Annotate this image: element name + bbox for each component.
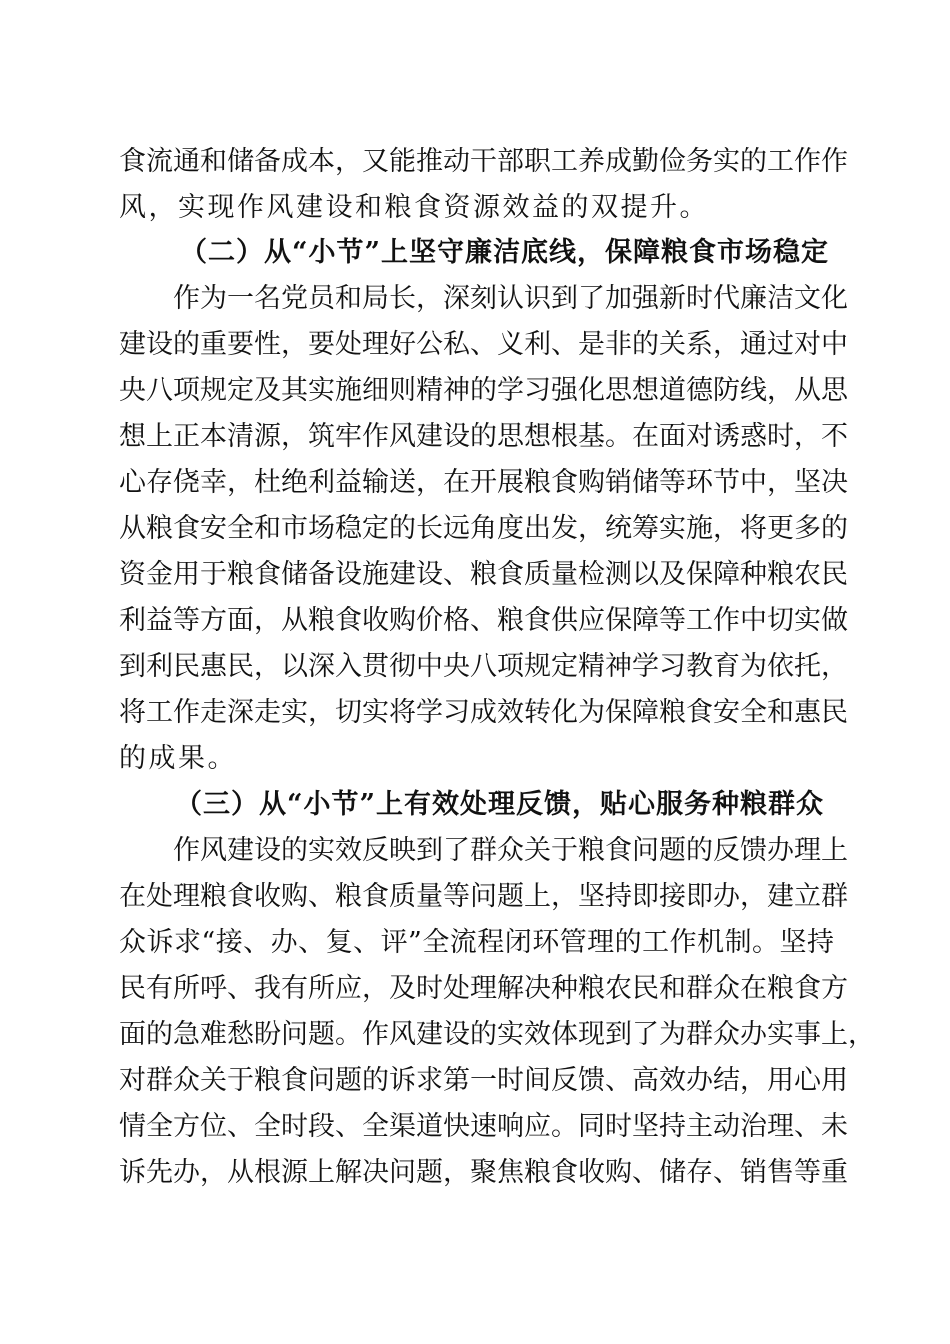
paragraph-line: 众诉求“接、办、复、评”全流程闭环管理的工作机制。坚持 (119, 927, 834, 958)
paragraph-line: 想上正本清源，筑牢作风建设的思想根基。在面对诱惑时，不 (119, 421, 848, 452)
paragraph-line: 情全方位、全时段、全渠道快速响应。同时坚持主动治理、未 (119, 1111, 848, 1142)
paragraph-line: 利益等方面，从粮食收购价格、粮食供应保障等工作中切实做 (119, 605, 848, 636)
paragraph-line: 食流通和储备成本，又能推动干部职工养成勤俭务实的工作作 (119, 146, 848, 177)
paragraph-line: 作为一名党员和局长，深刻认识到了加强新时代廉洁文化 (173, 283, 848, 314)
paragraph-line: 心存侥幸，杜绝利益输送，在开展粮食购销储等环节中，坚决 (119, 467, 848, 498)
paragraph-line: 从粮食安全和市场稳定的长远角度出发，统筹实施，将更多的 (119, 513, 848, 544)
paragraph-line: 将工作走深走实，切实将学习成效转化为保障粮食安全和惠民 (119, 697, 848, 728)
paragraph-line: 对群众关于粮食问题的诉求第一时间反馈、高效办结，用心用 (119, 1065, 848, 1096)
paragraph-line: 在处理粮食收购、粮食质量等问题上，坚持即接即办，建立群 (119, 881, 848, 912)
paragraph-line: 资金用于粮食储备设施建设、粮食质量检测以及保障种粮农民 (119, 559, 848, 590)
paragraph-line: 建设的重要性，要处理好公私、义利、是非的关系，通过对中 (119, 329, 848, 360)
paragraph-line: 的成果。 (119, 743, 237, 774)
paragraph-line: 到利民惠民，以深入贯彻中央八项规定精神学习教育为依托， (119, 651, 848, 682)
paragraph-line: 央八项规定及其实施细则精神的学习强化思想道德防线，从思 (119, 375, 848, 406)
paragraph-line: 民有所呼、我有所应，及时处理解决种粮农民和群众在粮食方 (119, 973, 848, 1004)
paragraph-line: 作风建设的实效反映到了群众关于粮食问题的反馈办理上 (173, 835, 848, 866)
section-heading-2: （二）从“小节”上坚守廉洁底线，保障粮食市场稳定 (180, 237, 830, 268)
paragraph-line: 风，实现作风建设和粮食资源效益的双提升。 (119, 192, 709, 223)
section-heading-3: （三）从“小节”上有效处理反馈，贴心服务种粮群众 (175, 789, 825, 820)
paragraph-line: 诉先办，从根源上解决问题，聚焦粮食收购、储存、销售等重 (119, 1157, 848, 1188)
paragraph-line: 面的急难愁盼问题。作风建设的实效体现到了为群众办实事上， (119, 1019, 875, 1050)
